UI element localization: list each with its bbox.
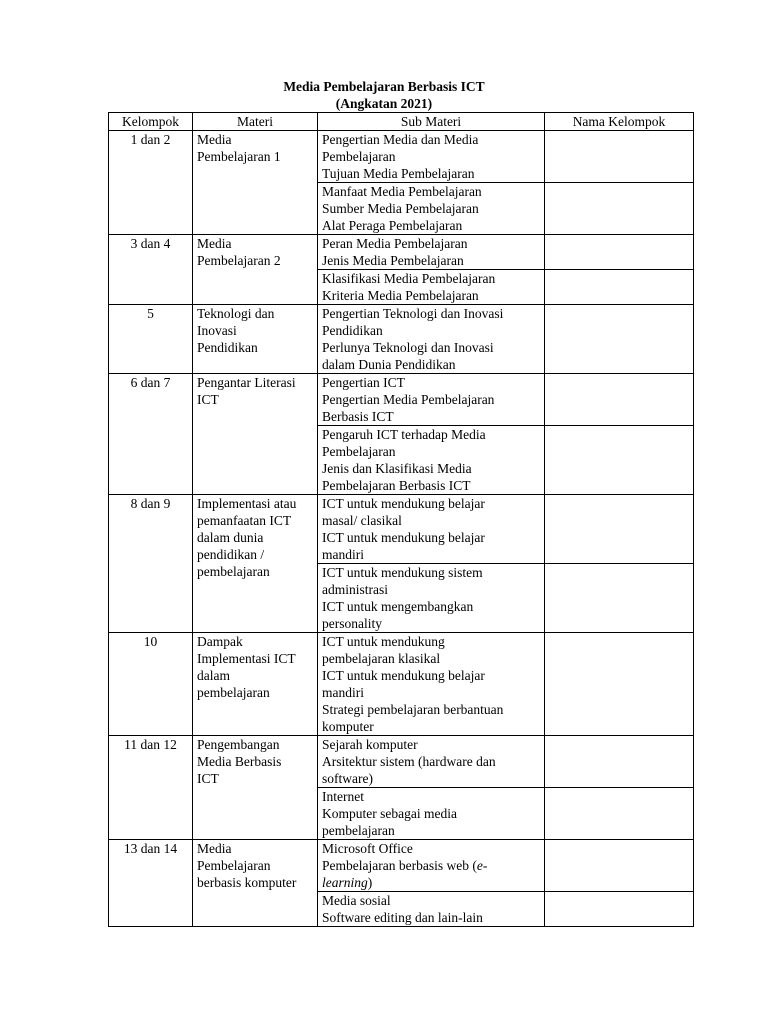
- sub-materi-line: Pembelajaran Berbasis ICT: [322, 478, 471, 493]
- sub-materi-line: Jenis Media Pembelajaran: [322, 253, 464, 268]
- materi-cell: [193, 840, 318, 927]
- table-row: [109, 374, 694, 426]
- nama-kelompok-cell[interactable]: [545, 788, 694, 840]
- materi-line: Media: [197, 132, 232, 147]
- kelompok-cell: 13 dan 14: [109, 840, 193, 927]
- sub-materi-line: administrasi: [322, 582, 388, 597]
- materi-line: dalam dunia: [197, 530, 264, 545]
- materi-line: pendidikan /: [197, 547, 265, 562]
- materi-line: Pengembangan: [197, 737, 280, 752]
- sub-materi-line: software): [322, 771, 373, 786]
- kelompok-cell: 1 dan 2: [109, 131, 193, 235]
- sub-materi-line: Klasifikasi Media Pembelajaran: [322, 271, 496, 286]
- sub-materi-line: Arsitektur sistem (hardware dan: [322, 754, 496, 769]
- table-header-row: [109, 113, 694, 131]
- table-row: [109, 633, 694, 736]
- sub-materi-cell: [318, 495, 545, 564]
- sub-materi-line: Pembelajaran: [322, 149, 396, 164]
- materi-line: Pendidikan: [197, 340, 258, 355]
- materi-line: pembelajaran: [197, 564, 270, 579]
- sub-materi-line: Manfaat Media Pembelajaran: [322, 184, 482, 199]
- sub-materi-line: ICT untuk mendukung belajar: [322, 530, 485, 545]
- sub-materi-line: Media sosial: [322, 893, 391, 908]
- materi-line: Implementasi ICT: [197, 651, 296, 666]
- table-row: [109, 305, 694, 374]
- document-subtitle: (Angkatan 2021): [335, 96, 433, 111]
- document-title: Media Pembelajaran Berbasis ICT: [283, 79, 485, 94]
- sub-materi-cell: [318, 270, 545, 305]
- sub-materi-line: mandiri: [322, 547, 364, 562]
- table-row: [109, 495, 694, 564]
- sub-materi-line: Sejarah komputer: [322, 737, 418, 752]
- group-table: [108, 112, 694, 927]
- sub-materi-line: ICT untuk mendukung belajar: [322, 668, 485, 683]
- sub-materi-line: Berbasis ICT: [322, 409, 394, 424]
- materi-line: Pengantar Literasi: [197, 375, 296, 390]
- materi-line: Implementasi atau: [197, 496, 297, 511]
- sub-materi-line: Pembelajaran berbasis web (e-: [322, 858, 488, 873]
- nama-kelompok-cell[interactable]: [545, 374, 694, 426]
- sub-materi-cell: [318, 131, 545, 183]
- materi-line: Dampak: [197, 634, 243, 649]
- nama-kelompok-cell[interactable]: [545, 840, 694, 892]
- materi-line: dalam: [197, 668, 230, 683]
- sub-materi-line: Pengaruh ICT terhadap Media: [322, 427, 486, 442]
- sub-materi-line: Peran Media Pembelajaran: [322, 236, 468, 251]
- sub-materi-line: Software editing dan lain-lain: [322, 910, 483, 925]
- sub-materi-line: mandiri: [322, 685, 364, 700]
- kelompok-cell: 11 dan 12: [109, 736, 193, 840]
- nama-kelompok-cell[interactable]: [545, 633, 694, 736]
- sub-materi-line: Microsoft Office: [322, 841, 413, 856]
- sub-materi-cell: [318, 840, 545, 892]
- materi-cell: [193, 305, 318, 374]
- sub-materi-cell: [318, 426, 545, 495]
- materi-line: Pembelajaran 1: [197, 149, 281, 164]
- materi-line: berbasis komputer: [197, 875, 297, 890]
- sub-materi-line: Strategi pembelajaran berbantuan: [322, 702, 504, 717]
- sub-materi-cell: [318, 305, 545, 374]
- sub-materi-cell: [318, 235, 545, 270]
- sub-materi-line: ICT untuk mengembangkan: [322, 599, 474, 614]
- sub-materi-line: pembelajaran: [322, 823, 395, 838]
- table-row: [109, 840, 694, 892]
- materi-line: ICT: [197, 392, 219, 407]
- kelompok-cell: 8 dan 9: [109, 495, 193, 633]
- materi-line: Inovasi: [197, 323, 237, 338]
- header-sub-materi: Sub Materi: [318, 113, 545, 131]
- nama-kelompok-cell[interactable]: [545, 305, 694, 374]
- materi-line: Pembelajaran 2: [197, 253, 281, 268]
- sub-materi-line: learning): [322, 875, 373, 890]
- nama-kelompok-cell[interactable]: [545, 892, 694, 927]
- materi-line: ICT: [197, 771, 219, 786]
- kelompok-cell: 5: [109, 305, 193, 374]
- header-kelompok: Kelompok: [109, 113, 193, 131]
- table-body: [109, 131, 694, 927]
- sub-materi-line: ICT untuk mendukung: [322, 634, 445, 649]
- sub-materi-cell: [318, 736, 545, 788]
- materi-line: Teknologi dan: [197, 306, 275, 321]
- kelompok-cell: 6 dan 7: [109, 374, 193, 495]
- sub-materi-line: Kriteria Media Pembelajaran: [322, 288, 479, 303]
- sub-materi-cell: [318, 564, 545, 633]
- nama-kelompok-cell[interactable]: [545, 270, 694, 305]
- sub-materi-line: dalam Dunia Pendidikan: [322, 357, 456, 372]
- sub-materi-line: Alat Peraga Pembelajaran: [322, 218, 463, 233]
- sub-materi-cell: [318, 633, 545, 736]
- table-row: [109, 131, 694, 183]
- sub-materi-line: Pembelajaran: [322, 444, 396, 459]
- sub-materi-line: personality: [322, 616, 382, 631]
- sub-materi-line: Perlunya Teknologi dan Inovasi: [322, 340, 494, 355]
- sub-materi-line: Jenis dan Klasifikasi Media: [322, 461, 472, 476]
- nama-kelompok-cell[interactable]: [545, 495, 694, 564]
- sub-materi-line: Pengertian Media dan Media: [322, 132, 479, 147]
- nama-kelompok-cell[interactable]: [545, 736, 694, 788]
- sub-materi-line: Pendidikan: [322, 323, 383, 338]
- sub-materi-cell: [318, 183, 545, 235]
- sub-materi-line: Pengertian ICT: [322, 375, 405, 390]
- nama-kelompok-cell[interactable]: [545, 235, 694, 270]
- materi-line: Media Berbasis: [197, 754, 282, 769]
- sub-materi-line: Pengertian Media Pembelajaran: [322, 392, 495, 407]
- materi-line: Pembelajaran: [197, 858, 271, 873]
- materi-line: Media: [197, 841, 232, 856]
- sub-materi-cell: [318, 892, 545, 927]
- sub-materi-line: komputer: [322, 719, 374, 734]
- table-row: [109, 736, 694, 788]
- sub-materi-line: Sumber Media Pembelajaran: [322, 201, 479, 216]
- materi-cell: [193, 633, 318, 736]
- nama-kelompok-cell[interactable]: [545, 183, 694, 235]
- sub-materi-cell: [318, 788, 545, 840]
- materi-line: pemanfaatan ICT: [197, 513, 292, 528]
- sub-materi-line: Internet: [322, 789, 364, 804]
- materi-line: pembelajaran: [197, 685, 270, 700]
- materi-cell: [193, 374, 318, 495]
- nama-kelompok-cell[interactable]: [545, 564, 694, 633]
- materi-line: Media: [197, 236, 232, 251]
- sub-materi-line: Komputer sebagai media: [322, 806, 457, 821]
- table-row: [109, 235, 694, 270]
- materi-cell: [193, 495, 318, 633]
- nama-kelompok-cell[interactable]: [545, 426, 694, 495]
- sub-materi-line: Tujuan Media Pembelajaran: [322, 166, 475, 181]
- sub-materi-line: Pengertian Teknologi dan Inovasi: [322, 306, 504, 321]
- sub-materi-line: ICT untuk mendukung sistem: [322, 565, 483, 580]
- kelompok-cell: 3 dan 4: [109, 235, 193, 305]
- nama-kelompok-cell[interactable]: [545, 131, 694, 183]
- kelompok-cell: 10: [109, 633, 193, 736]
- sub-materi-line: masal/ clasikal: [322, 513, 402, 528]
- materi-cell: [193, 131, 318, 235]
- sub-materi-cell: [318, 374, 545, 426]
- materi-cell: [193, 736, 318, 840]
- sub-materi-line: pembelajaran klasikal: [322, 651, 441, 666]
- header-nama-kelompok: Nama Kelompok: [545, 113, 694, 131]
- header-materi: Materi: [193, 113, 318, 131]
- sub-materi-line: ICT untuk mendukung belajar: [322, 496, 485, 511]
- materi-cell: [193, 235, 318, 305]
